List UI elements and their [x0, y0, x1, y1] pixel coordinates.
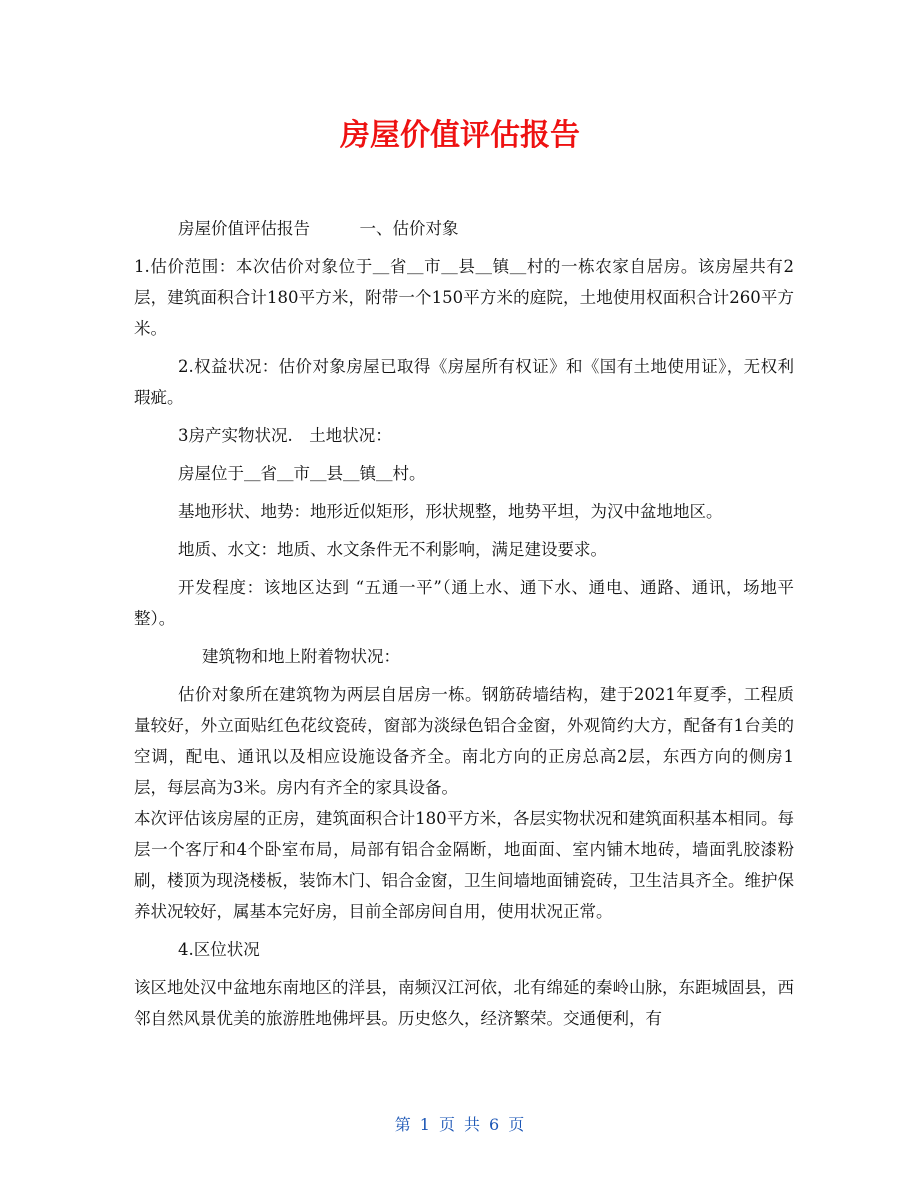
- paragraph-development: 开发程度：该地区达到 “五通一平”（通上水、通下水、通电、通路、通讯，场地平整）。: [134, 578, 794, 628]
- footer-word-ye: 页: [438, 1115, 456, 1134]
- page-number-footer: [0, 1113, 920, 1137]
- paragraph-rights: 2.权益状况：估价对象房屋已取得《房屋所有权证》和《国有土地使用证》，无权利瑕疵。: [134, 357, 794, 407]
- paragraph-location: 房屋位于＿省＿市＿县＿镇＿村。: [178, 464, 426, 483]
- paragraph-buildings: 估价对象所在建筑物为两层自居房一栋。钢筋砖墙结构，建于2021年夏季，工程质量较好，外立面贴红色花纹瓷砖，窗部为淡绿色铝合金窗，外观简约大方，配备有1台美的空调，配电、通讯以及相应设施设备齐全。南北方向的正房总高2层，东西方向的侧房1层，每层高为3米。房内有齐全的家具设备。: [134, 685, 794, 797]
- paragraph-buildings-heading: 建筑物和地上附着物状况：: [202, 647, 400, 666]
- document-title: 房屋价值评估报告: [340, 118, 580, 153]
- paragraph-geology: 地质、水文：地质、水文条件无不利影响，满足建设要求。: [178, 540, 607, 559]
- footer-current-page: 1: [419, 1115, 431, 1134]
- paragraph-region: 该区地处汉中盆地东南地区的洋县，南频汉江河依，北有绵延的秦岭山脉，东距城固县，西邻自然风景优美的旅游胜地佛坪县。历史悠久，经济繁荣。交通便利，有: [134, 978, 794, 1028]
- paragraph-region-heading: 4.区位状况: [178, 940, 260, 959]
- paragraph-physical-status: 3房产实物状况. 土地状况：: [178, 426, 392, 445]
- paragraph-scope: 1.估价范围：本次估价对象位于＿省＿市＿县＿镇＿村的一栋农家自居房。该房屋共有2层，建筑面积合计180平方米，附带一个150平方米的庭院，土地使用权面积合计260平方米。: [134, 257, 794, 338]
- document-body: [134, 213, 794, 1034]
- paragraph-heading: 房屋价值评估报告 一、估价对象: [178, 219, 459, 238]
- paragraph-terrain: 基地形状、地势：地形近似矩形，形状规整，地势平坦，为汉中盆地地区。: [178, 502, 723, 521]
- footer-total-pages: 6: [489, 1115, 501, 1134]
- paragraph-main-house: 本次评估该房屋的正房，建筑面积合计180平方米，各层实物状况和建筑面积基本相同。每层一个客厅和4个卧室布局，局部有铝合金隔断，地面面、室内铺木地砖，墙面乳胶漆粉刷，楼顶为现浇楼板，装饰木门、铝合金窗，卫生间墙地面铺瓷砖，卫生洁具齐全。维护保养状况较好，属基本完好房，目前全部房间自用，使用状况正常。: [134, 809, 794, 921]
- footer-word-page: 第: [394, 1115, 412, 1134]
- footer-word-ye-2: 页: [508, 1115, 526, 1134]
- footer-word-total: 共: [464, 1115, 482, 1134]
